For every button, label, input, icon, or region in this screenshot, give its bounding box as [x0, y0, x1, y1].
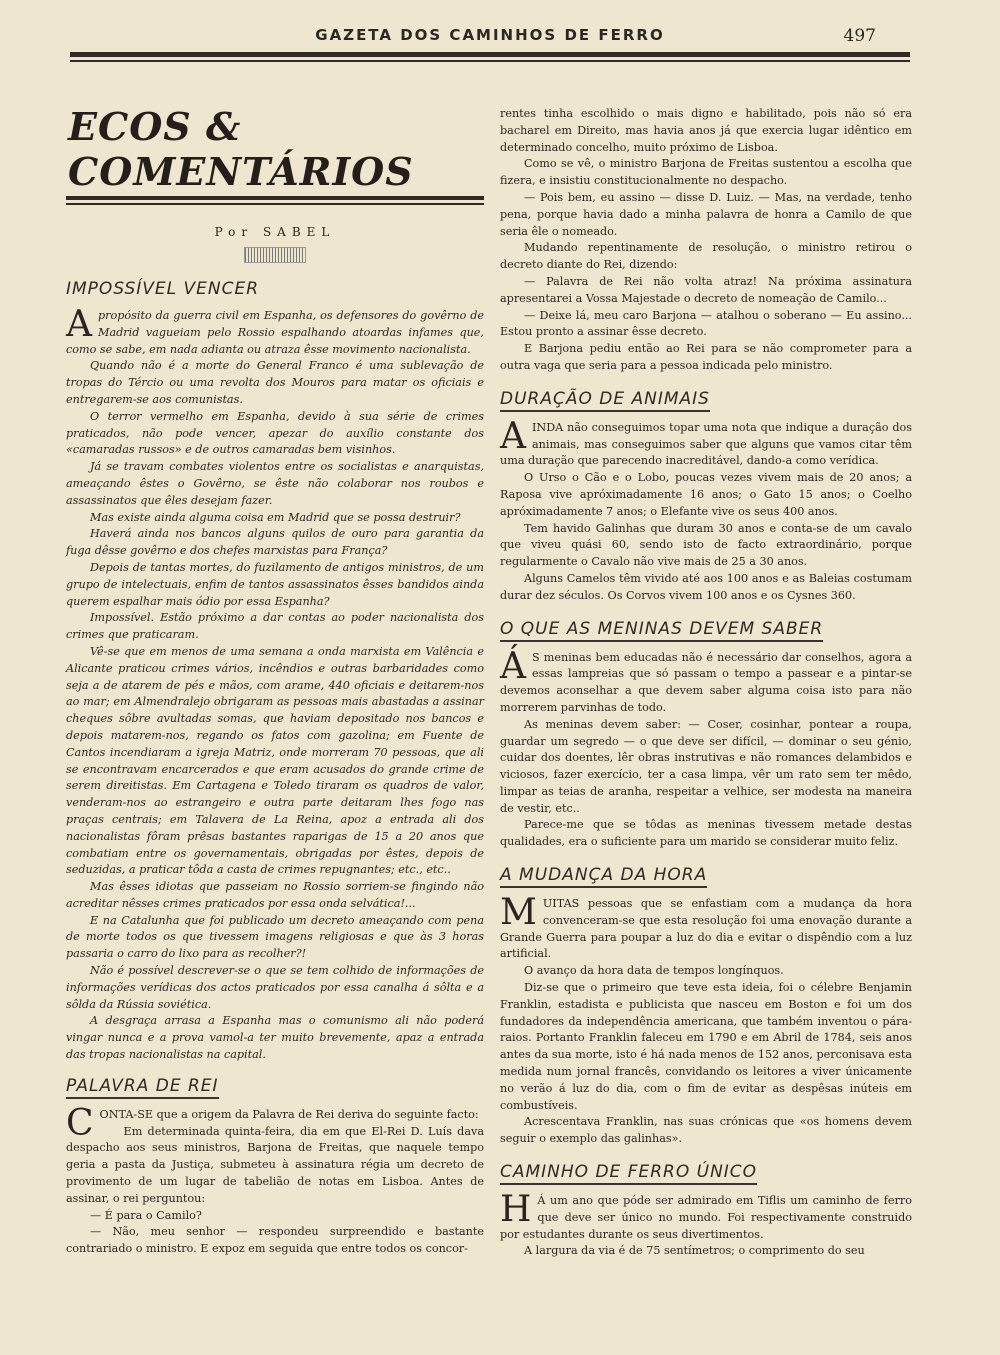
paragraph: Mas existe ainda alguma coisa em Madrid que se possa destruir? [90, 510, 461, 524]
left-column [66, 100, 484, 1258]
section-heading-duracao: DURAÇÃO DE ANIMAIS [500, 389, 710, 412]
section-impossivel [66, 304, 484, 1064]
paragraph: CONTA-SE que a origem da Palavra de Rei deriva do seguinte facto: [66, 1102, 479, 1144]
paragraph: Acrescentava Franklin, nas suas crónicas que «os homens devem seguir o exemplo das galinhas». [500, 1115, 912, 1146]
paragraph: AINDA não conseguimos topar uma nota que indique a duração dos animais, mas conseguimos saber que alguns que vamos citar têm uma duração que parecendo inacreditável, dando-a como verídica. [500, 415, 912, 468]
paragraph: — Pois bem, eu assino — disse D. Luiz. — Mas, na verdade, tenho pena, porque havia dado a minha palavra de honra a Camilo de que seria êle o nomeado. [500, 190, 912, 238]
title-rule-thin [66, 203, 484, 205]
paragraph: O avanço da hora data de tempos longínquos. [524, 964, 784, 978]
paragraph: Mudando repentinamente de resolução, o ministro retirou o decreto diante do Rei, dizendo: [500, 241, 912, 272]
section-heading-wrap [66, 279, 484, 300]
page-number: 497 [843, 26, 876, 46]
drop-cap: M [500, 892, 537, 934]
byline: Por SABEL [214, 225, 336, 239]
section-heading-wrap [500, 389, 912, 412]
paragraph: A largura da via é de 75 sentímetros; o comprimento do seu [524, 1244, 865, 1258]
paragraph: rentes tinha escolhido o mais digno e habilitado, pois não só era bacharel em Direito, mas havia anos já que exercia lugar idêntico em determinado concelho, muito próximo de Lisboa. [500, 107, 912, 154]
paragraph: Alguns Camelos têm vivido até aos 100 anos e as Baleias costumam durar dez séculos. Os Corvos vivem 100 anos e os Cysnes 360. [500, 571, 912, 602]
paragraph: Mas êsses idiotas que passeiam no Rossio sorriem-se fingindo não acreditar nêsses crimes praticados por essa onda selvática!... [66, 880, 484, 910]
paragraph: E na Catalunha que foi publicado um decreto ameaçando com pena de morte todos os que tivessem imagens religiosas e que às 3 horas passaria o carro do lixo para as recolher?! [66, 913, 484, 961]
section-meninas [500, 645, 912, 852]
ornament [244, 247, 306, 263]
right-column [500, 106, 912, 1260]
paragraph: Não é possível descrever-se o que se tem colhido de informações de informações verídicas dos actos praticados por essa canalha á sôlta e a sôlda da Rússia soviética. [66, 964, 484, 1011]
paragraph: As meninas devem saber: — Coser, cosinhar, pontear a roupa, guardar um segredo — o que deve ser difícil, — dominar o seu génio, cuidar dos doentes, lêr obras instrutivas e não romances delambidos e viciosos, fazer exercício, ter a casa limpa, vêr um rato sem ter mêdo, limpar as teias de aranha, respeitar a velhice, ser modesta na maneira de vestir, etc.. [500, 717, 912, 815]
paragraph: Impossível. Estão próximo a dar contas ao poder nacionalista dos crimes que praticaram. [66, 611, 484, 642]
paragraph: H Á um ano que póde ser admirado em Tiflis um caminho de ferro que deve ser único no mundo. Foi respectivamente construido por estudantes durante os seus divertimentos. [500, 1189, 912, 1241]
header-rule-thin [70, 60, 910, 62]
paragraph: Como se vê, o ministro Barjona de Freitas sustentou a escolha que fizera, e insistiu constitucionalmente no despacho. [500, 157, 912, 188]
paragraph: Haverá ainda nos bancos alguns quilos de ouro para garantia da fuga dêsse govêrno e dos chefes marxistas para França? [66, 527, 484, 558]
drop-cap: A [66, 304, 92, 345]
paragraph: MUITAS pessoas que se enfastiam com a mudança da hora convenceram-se que esta resolução foi uma enovação durante a Grande Guerra para poupar a luz do dia e evitar o dispêndio com a luz artificial. [500, 892, 912, 961]
section-heading-wrap [500, 865, 912, 888]
paragraph: Diz-se que o primeiro que teve esta ideia, foi o célebre Benjamin Franklin, estadista e publicista que nasceu em Boston e foi um dos fundadores da independência americana, que também inventou o pára-raios. Portanto Franklin faleceu em 1790 e em Abril de 1784, seis anos antes da sua morte, isto é há nada menos de 152 anos, perconisava esta medida num jornal francês, convidando os leitores a viver únicamente no verão á luz do dia, com o fim de evitar as despêsas inúteis em combustíveis. [500, 981, 912, 1112]
paragraph: — É para o Camilo? [90, 1208, 202, 1222]
paragraph: Quando não é a morte do General Franco é uma sublevação de tropas do Tércio ou uma revolta dos Mouros para matar os oficiais e entregarem-se aos comunistas. [66, 359, 484, 406]
section-duracao [500, 415, 912, 605]
drop-cap: C [66, 1102, 94, 1144]
section-heading-palavra: PALAVRA DE REI [66, 1076, 219, 1099]
header-rule-thick [70, 52, 910, 57]
section-palavra [66, 1102, 484, 1258]
running-header [70, 26, 910, 48]
section-heading-meninas: O QUE AS MENINAS DEVEM SABER [500, 619, 823, 642]
paragraph: A desgraça arrasa a Espanha mas o comunismo ali não poderá vingar nunca e a prova vamol-a ter muito brevemente, apaz a entrada das tropas nacionalistas na capital. [66, 1014, 484, 1062]
section-heading-wrap [500, 1162, 912, 1185]
paragraph: — Palavra de Rei não volta atraz! Na próxima assinatura apresentarei a Vossa Majestade o decreto de nomeação de Camilo... [500, 274, 912, 305]
section-mudanca [500, 892, 912, 1148]
section-heading-impossivel: IMPOSSÍVEL VENCER [66, 279, 260, 299]
paragraph: Vê-se que em menos de uma semana a onda marxista em Valência e Alicante praticou crimes vários, incêndios e outras barbaridades como seja a de atarem de pés e mãos, com arame, 440 oficiais e deitarem-nos ao mar; em Almendralejo obrigaram as pessoas mais abastadas a assinar cheques sôbre avultadas somas, que haviam depositado nos bancos e depois matarem-nos, regando os fatos com gazolina; em Fuente de Cantos incendiaram a igreja Matriz, onde morreram 70 pessoas, que ali se encontravam encarcerados e que eram acusados do grande crime de serem direitistas. Em Cartagena e Toledo tiraram os quadros de valor, venderam-nos ao estrangeiro e outra parte deitaram lhes fogo nas praças centrais; em Talavera de La Reina, apoz a entrada ali dos nacionalistas fôram prêsas bastantes raparigas de 15 a 20 anos que combatiam entre os governamentais, obrigadas por êstes, depois de seduzidas, a praticar tôda a casta de crimes repugnantes; etc., etc.. [66, 644, 484, 877]
paragraph: O terror vermelho em Espanha, devido à sua série de crimes praticados, não pode vencer, apezar do auxílio constante dos «camaradas russos» e de outros camaradas bem visinhos. [66, 409, 484, 457]
paragraph: Á S meninas bem educadas não é necessário dar conselhos, agora a essas lampreias que só passam o tempo a passear e a pintar-se devemos aconselhar a que devem saber alguma coisa isto para não morrerem parvinhas de todo. [500, 645, 912, 714]
paragraph: Apropósito da guerra civil em Espanha, os defensores do govêrno de Madrid vagueiam pelo Rossio espalhando atoardas infames que, como se sabe, em nada adianta ou atraza êsse movimento nacionalista. [66, 304, 484, 356]
paragraph: Em determinada quinta-feira, dia em que El-Rei D. Luís dava despacho aos seus ministros, Barjona de Freitas, que naquele tempo geria a pasta da Justiça, submeteu à assinatura régia um decreto de provimento de um lugar de tabelião de notas em Lisboa. Antes de assinar, o rei perguntou: [66, 1124, 484, 1205]
section-heading-wrap [66, 1076, 484, 1099]
paragraph: — Deixe lá, meu caro Barjona — atalhou o soberano — Eu assino... Estou pronto a assinar êsse decreto. [500, 308, 912, 339]
paragraph: Parece-me que se tôdas as meninas tivessem metade destas qualidades, era o suficiente para um marido se considerar muito feliz. [500, 818, 912, 849]
section-caminho [500, 1189, 912, 1260]
title-rule-thick [66, 196, 484, 200]
drop-cap: Á [500, 645, 526, 687]
paragraph: E Barjona pediu então ao Rei para se não comprometer para a outra vaga que seria para a pessoa indicada pelo ministro. [500, 342, 912, 372]
paragraph: Tem havido Galinhas que duram 30 anos e conta-se de um cavalo que viveu quási 60, sendo isto de facto extraordinário, porque regularmente o Cavalo não vive mais de 25 a 30 anos. [500, 521, 912, 569]
section-heading-wrap [500, 619, 912, 642]
article-title: ECOS & COMENTÁRIOS [68, 104, 414, 194]
section-heading-mudanca: A MUDANÇA DA HORA [500, 865, 707, 888]
paragraph: Já se travam combates violentos entre os socialistas e anarquistas, ameaçando êstes o Govêrno, se êste não colaborar nos roubos e assassinatos que êles desejam fazer. [66, 460, 484, 507]
section-heading-caminho: CAMINHO DE FERRO ÚNICO [500, 1162, 757, 1185]
section-palavra-continued [500, 106, 912, 375]
drop-cap: A [500, 415, 526, 457]
paragraph: — Não, meu senhor — respondeu surpreendido e bastante contrariado o ministro. E expoz em seguida que entre todos os concor- [66, 1225, 484, 1256]
paragraph: O Urso o Cão e o Lobo, poucas vezes vivem mais de 20 anos; a Raposa vive apróximadamente 16 anos; o Gato 15 anos; o Coelho apróximadamente 7 anos; o Elefante vive os seus 400 anos. [500, 471, 912, 518]
drop-cap: H [500, 1189, 532, 1231]
journal-title: GAZETA DOS CAMINHOS DE FERRO [315, 26, 665, 44]
paragraph: Depois de tantas mortes, do fuzilamento de antigos ministros, de um grupo de intelectuais, enfim de tantos assassinatos êsses bandidos ainda querem espalhar mais ódio por essa Espanha? [66, 560, 484, 608]
